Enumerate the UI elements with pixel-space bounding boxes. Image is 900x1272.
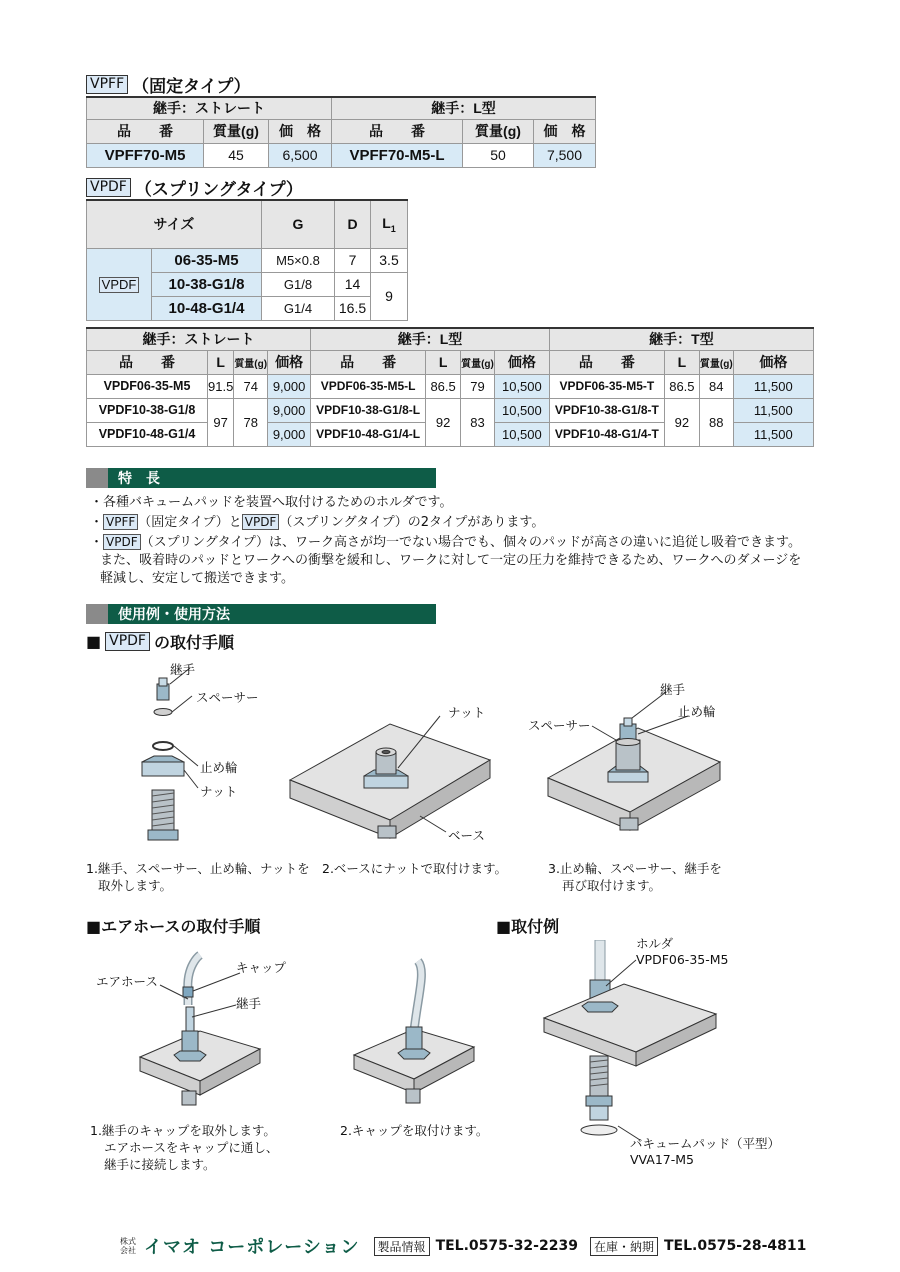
part-number: VPDF10-48-G1/4-L	[311, 422, 426, 446]
label-vacuum-pad: バキュームパッド（平型）	[630, 1136, 781, 1151]
tel-product: TEL.0575-32-2239	[435, 1238, 578, 1254]
col-part: 品 番	[311, 350, 426, 374]
part-number: VPDF10-48-G1/4	[87, 422, 208, 446]
example-illustration	[540, 940, 720, 1140]
spacer-part	[154, 709, 172, 716]
label-ring-3: 止め輪	[678, 704, 716, 719]
example-title: ■取付例	[496, 917, 560, 936]
label-holder-part: VPDF06-35-M5	[636, 952, 729, 967]
label-base: ベース	[448, 828, 485, 843]
label-spacer: スペーサー	[196, 690, 259, 705]
company-prefix: 株式会社	[120, 1237, 136, 1255]
feature-line-5: 軽減し、安定して搬送できます。	[100, 571, 294, 586]
usage-heading: 使用例・使用方法	[86, 604, 436, 624]
step3-illustration	[540, 670, 730, 850]
label-nut: ナット	[200, 784, 238, 799]
vacuum-pad	[581, 1125, 617, 1135]
part-number: VPDF06-35-M5-L	[311, 374, 426, 398]
price-value: 11,500	[733, 374, 813, 398]
g-value: G1/8	[262, 272, 335, 296]
col-mass: 質量(g)	[463, 119, 534, 143]
col-l1: $L_1$	[371, 200, 408, 248]
l1-value: 3.5	[371, 248, 408, 272]
part-number: VPDF10-48-G1/4-T	[549, 422, 664, 446]
d-value: 7	[335, 248, 371, 272]
vpff-title-text: （固定タイプ）	[132, 77, 251, 97]
mass-value: 74	[234, 374, 268, 398]
hose-step2-caption: 2.キャップを取付けます。	[340, 1123, 489, 1138]
stock-box: 在庫・納期	[590, 1237, 658, 1256]
label-cap: キャップ	[236, 960, 287, 975]
air-hose	[595, 940, 605, 980]
mass-value: 84	[699, 374, 733, 398]
col-l: L	[426, 350, 461, 374]
header-t: 継手：T型	[549, 328, 813, 350]
vpdf-title-text: （スプリングタイプ）	[134, 180, 303, 200]
feature-line-2: ・ VPFF （固定タイプ）と VPDF （スプリングタイプ）の2タイプがあります。	[90, 515, 545, 530]
vpff-header-straight: 継手：ストレート	[87, 97, 332, 119]
col-l: L	[208, 350, 234, 374]
ring-part	[153, 742, 173, 750]
hose-step1-caption: 1.継手のキャップを取外します。 エアホースをキャップに通し、 継手に接続します。	[90, 1123, 279, 1172]
hose-step2-illustration	[340, 955, 490, 1115]
vpff-code-box: VPFF	[86, 75, 128, 94]
size-name: 06-35-M5	[152, 248, 262, 272]
price-value: 10,500	[494, 398, 549, 422]
col-mass: 質量(g)	[204, 119, 269, 143]
step1-caption: 1.継手、スペーサー、止め輪、ナットを 取外します。	[86, 861, 310, 893]
vpdf-code-box: VPDF	[86, 178, 131, 197]
cap-part	[183, 987, 193, 997]
features-heading: 特 長	[86, 468, 436, 488]
price-value: 9,000	[268, 398, 311, 422]
header-straight: 継手：ストレート	[87, 328, 311, 350]
mount-procedure-title: ■ VPDF の取付手順	[86, 632, 234, 652]
joint-part	[182, 1031, 198, 1053]
price-value: 7,500	[534, 143, 596, 167]
size-name: 10-38-G1/8	[152, 272, 262, 296]
col-d: D	[335, 200, 371, 248]
part-number: VPFF70-M5-L	[332, 143, 463, 167]
l-value: 97	[208, 398, 234, 446]
product-info-box: 製品情報	[374, 1237, 430, 1256]
heading-marker	[86, 468, 108, 488]
col-part: 品 番	[87, 350, 208, 374]
mass-value: 83	[461, 398, 495, 446]
vpdf-price-table	[86, 327, 814, 447]
company-logo: イマオ コーポレーション	[144, 1237, 360, 1258]
col-part: 品 番	[87, 119, 204, 143]
part-number: VPDF10-38-G1/8-T	[549, 398, 664, 422]
label-joint: 継手	[170, 662, 196, 677]
price-value: 6,500	[269, 143, 332, 167]
part-number: VPDF10-38-G1/8-L	[311, 398, 426, 422]
footer	[120, 1233, 806, 1259]
part-number: VPDF06-35-M5-T	[549, 374, 664, 398]
col-part: 品 番	[549, 350, 664, 374]
g-value: G1/4	[262, 296, 335, 320]
price-value: 9,000	[268, 422, 311, 446]
d-value: 14	[335, 272, 371, 296]
part-number: VPDF10-38-G1/8	[87, 398, 208, 422]
label-air-hose: エアホース	[96, 974, 158, 989]
mass-value: 78	[234, 398, 268, 446]
label-pad-part: VVA17-M5	[630, 1152, 695, 1167]
label-spacer-3: スペーサー	[528, 718, 591, 733]
vpff-title	[86, 72, 250, 97]
col-part: 品 番	[332, 119, 463, 143]
part-number: VPFF70-M5	[87, 143, 204, 167]
price-value: 10,500	[494, 374, 549, 398]
joint-part	[406, 1027, 422, 1051]
label-joint-3: 継手	[660, 682, 686, 697]
price-value: 10,500	[494, 422, 549, 446]
col-price: 価格	[733, 350, 813, 374]
d-value: 16.5	[335, 296, 371, 320]
mass-value: 45	[204, 143, 269, 167]
heading-marker	[86, 604, 108, 624]
col-mass: 質量(g)	[699, 350, 733, 374]
label-holder: ホルダ	[636, 936, 674, 951]
vpff-header-l: 継手：L型	[332, 97, 596, 119]
vpff-table	[86, 96, 596, 168]
col-price: 価格	[494, 350, 549, 374]
l-value: 92	[426, 398, 461, 446]
l-value: 86.5	[426, 374, 461, 398]
tel-stock: TEL.0575-28-4811	[663, 1238, 807, 1254]
col-price: 価格	[268, 350, 311, 374]
col-g: G	[262, 200, 335, 248]
l1-value: 9	[371, 272, 408, 320]
group-label: VPDF	[87, 248, 152, 320]
feature-line-3: ・ VPDF （スプリングタイプ）は、ワーク高さが均一でない場合でも、個々のパッドが高さの違いに追従し吸着できます。	[90, 535, 802, 550]
col-mass: 質量(g)	[461, 350, 495, 374]
col-price: 価 格	[534, 119, 596, 143]
part-number: VPDF06-35-M5	[87, 374, 208, 398]
size-header: サイズ	[87, 200, 262, 248]
step3-caption: 3.止め輪、スペーサー、継手を 再び取付けます。	[548, 861, 722, 893]
price-value: 11,500	[733, 398, 813, 422]
size-name: 10-48-G1/4	[152, 296, 262, 320]
l-value: 86.5	[664, 374, 699, 398]
feature-line-4: また、吸着時のパッドとワークへの衝撃を緩和し、ワークに対して一定の圧力を維持できるため、ワークへのダメージを	[100, 553, 802, 568]
spacer-part	[616, 739, 640, 746]
col-price: 価 格	[269, 119, 332, 143]
step2-caption: 2.ベースにナットで取付けます。	[322, 861, 508, 876]
hose-procedure-title: ■エアホースの取付手順	[86, 917, 261, 936]
feature-line-1: ・各種バキュームパッドを装置へ取付けるためのホルダです。	[90, 495, 453, 510]
price-value: 11,500	[733, 422, 813, 446]
mass-value: 50	[463, 143, 534, 167]
g-value: M5×0.8	[262, 248, 335, 272]
mass-value: 79	[461, 374, 495, 398]
header-l: 継手：L型	[311, 328, 550, 350]
col-l: L	[664, 350, 699, 374]
l-value: 91.5	[208, 374, 234, 398]
vpdf-size-table	[86, 199, 408, 321]
col-mass: 質量(g)	[234, 350, 268, 374]
price-value: 9,000	[268, 374, 311, 398]
label-joint-hose: 継手	[236, 996, 262, 1011]
label-nut-2: ナット	[448, 705, 486, 720]
vpdf-title	[86, 175, 303, 200]
mass-value: 88	[699, 398, 733, 446]
label-ring: 止め輪	[200, 760, 238, 775]
l-value: 92	[664, 398, 699, 446]
